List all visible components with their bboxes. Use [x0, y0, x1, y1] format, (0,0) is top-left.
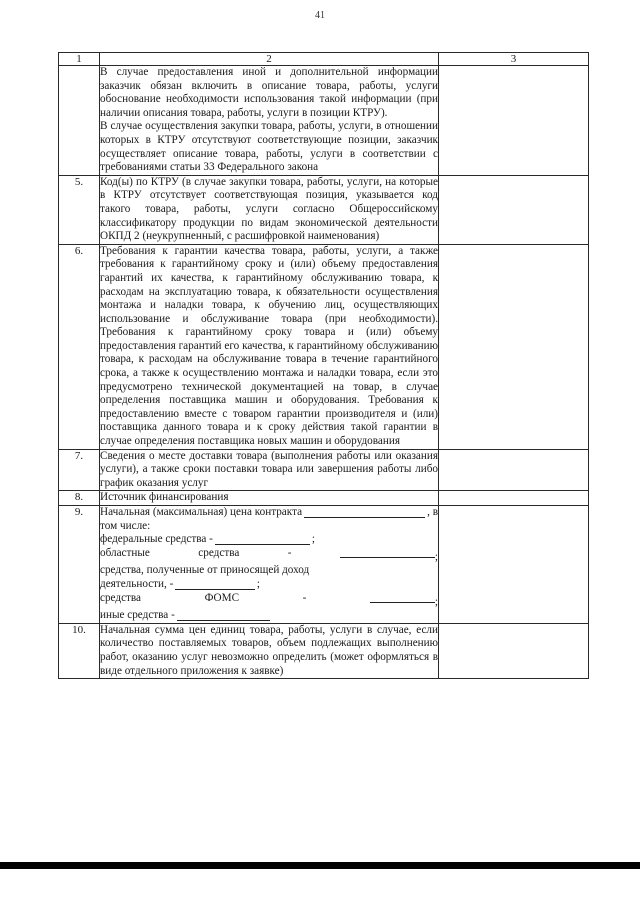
row-number: 7.: [59, 449, 100, 491]
row-description: [100, 66, 439, 176]
foms-funds-line: [100, 592, 438, 610]
column-header-2: 2: [100, 53, 439, 66]
row-number: 6.: [59, 244, 100, 449]
row-paragraph: В случае предоставления иной и дополнительной информации заказчик обязан включить в описание товара, работы, услуги обоснование необходимости использования такой информации (при наличии описания товара, работы, услуги в позиции КТРУ).: [100, 66, 438, 119]
table-row: [59, 175, 589, 244]
page-number: 41: [315, 10, 325, 21]
row-value-cell[interactable]: [439, 244, 589, 449]
income-funds-label: средства, полученные от приносящей доход: [100, 564, 310, 577]
foms-funds-label-a: средства: [100, 591, 142, 604]
table-row: [59, 623, 589, 678]
row-value-cell[interactable]: [439, 175, 589, 244]
foms-funds-label-b: ФОМС: [204, 591, 240, 604]
row-description: [100, 449, 439, 491]
foms-funds-dash: -: [302, 591, 307, 604]
price-breakdown: [100, 506, 439, 624]
row-description: [100, 175, 439, 244]
regional-funds-line: [100, 547, 438, 565]
table-row: [59, 449, 589, 491]
income-funds-suffix: ;: [256, 577, 260, 590]
contract-price-line: [100, 506, 438, 520]
other-funds-label: иные средства -: [100, 609, 175, 622]
regional-funds-suffix: ;: [434, 550, 438, 563]
requirements-table: [58, 52, 589, 679]
including-label: том числе:: [100, 519, 151, 532]
row-number: 10.: [59, 623, 100, 678]
federal-funds-label: федеральные средства -: [100, 533, 213, 546]
federal-funds-blank[interactable]: [215, 534, 310, 545]
row-value-cell[interactable]: [439, 491, 589, 506]
row-description: [100, 491, 439, 506]
federal-funds-suffix: ;: [311, 533, 315, 546]
row-paragraph: Источник финансирования: [100, 491, 229, 504]
income-funds-label-2: деятельности, -: [100, 577, 174, 590]
row-description: [100, 623, 439, 678]
regional-funds-blank[interactable]: [340, 547, 435, 558]
row-paragraph: Требования к гарантии качества товара, работы, услуги, а также требования к гарантийному сроку и (или) объему предоставления гарантий их качества, к гарантийному обслуживанию товара, к расходам на эксплуатацию товара, к обязательности осуществления монтажа и наладки товара, к обучению лиц, осуществляющих использование и обслуживание товара (при необходимости). Требования к гарантийному сроку товара и (или) объему предоставления гарантий его качества, к гарантийному обслуживанию товара, к расходам на обслуживание товара в течение гарантийного срока, а также к осуществлению монтажа и наладки товара, если это предусмотрено технической документацией на товар, в случае определения поставщика машин и оборудования. Требования к предоставлению вместе с товаром гарантии производителя и (или) поставщика данного товара и к сроку действия такой гарантии в случае определения поставщика новых машин и оборудования: [100, 244, 438, 448]
table-row: [59, 491, 589, 506]
regional-funds-dash: -: [287, 546, 292, 559]
other-funds-line: [100, 609, 272, 623]
table-row: [59, 66, 589, 176]
column-header-1: 1: [59, 53, 100, 66]
foms-funds-suffix: ;: [434, 595, 438, 608]
contract-price-suffix: , в: [427, 506, 438, 518]
row-number: [59, 66, 100, 176]
table-header-row: [59, 53, 589, 66]
foms-funds-blank[interactable]: [370, 592, 435, 603]
federal-funds-line: [100, 533, 315, 547]
table-row: [59, 244, 589, 449]
income-funds-blank[interactable]: [175, 579, 255, 590]
row-value-cell[interactable]: [439, 506, 589, 624]
row-number: 5.: [59, 175, 100, 244]
regional-funds-label-b: средства: [198, 546, 240, 559]
row-description: [100, 244, 439, 449]
contract-price-blank[interactable]: [304, 507, 425, 518]
row-paragraph: Начальная сумма цен единиц товара, работы, услуги в случае, если количество поставляемых товаров, объем подлежащих выполнению работ, оказанию услуг невозможно определить (может оформляться в виде отдельного приложения к заявке): [100, 623, 438, 677]
row-value-cell[interactable]: [439, 66, 589, 176]
row-value-cell[interactable]: [439, 623, 589, 678]
row-paragraph: Код(ы) по КТРУ (в случае закупки товара, работы, услуги, на которые в КТРУ отсутствует соответствующая позиция, указывается код такого товара, работы, услуги согласно Общероссийскому классификатору продукции по видам экономической деятельности ОКПД 2 (неукрупненный, с расшифровкой наименования): [100, 175, 438, 243]
column-header-3: 3: [439, 53, 589, 66]
regional-funds-label-a: областные: [100, 546, 150, 559]
contract-price-label: Начальная (максимальная) цена контракта: [100, 506, 303, 518]
other-funds-blank[interactable]: [177, 610, 270, 621]
row-value-cell[interactable]: [439, 449, 589, 491]
row-number: 8.: [59, 491, 100, 506]
row-paragraph: В случае осуществления закупки товара, работы, услуги, в отношении которых в КТРУ отсутствуют соответствующие позиции, заказчик осуществляет описание товара, работы, услуги в соответствии с требованиями статьи 33 Федерального закона: [100, 120, 438, 174]
bottom-scan-border: [0, 862, 640, 869]
row-number: 9.: [59, 506, 100, 624]
table-row: [59, 506, 589, 624]
row-paragraph: Сведения о месте доставки товара (выполнения работы или оказания услуги), а также сроки поставки товара или завершения работы либо график оказания услуг: [100, 449, 438, 489]
income-funds-line: [100, 578, 260, 592]
